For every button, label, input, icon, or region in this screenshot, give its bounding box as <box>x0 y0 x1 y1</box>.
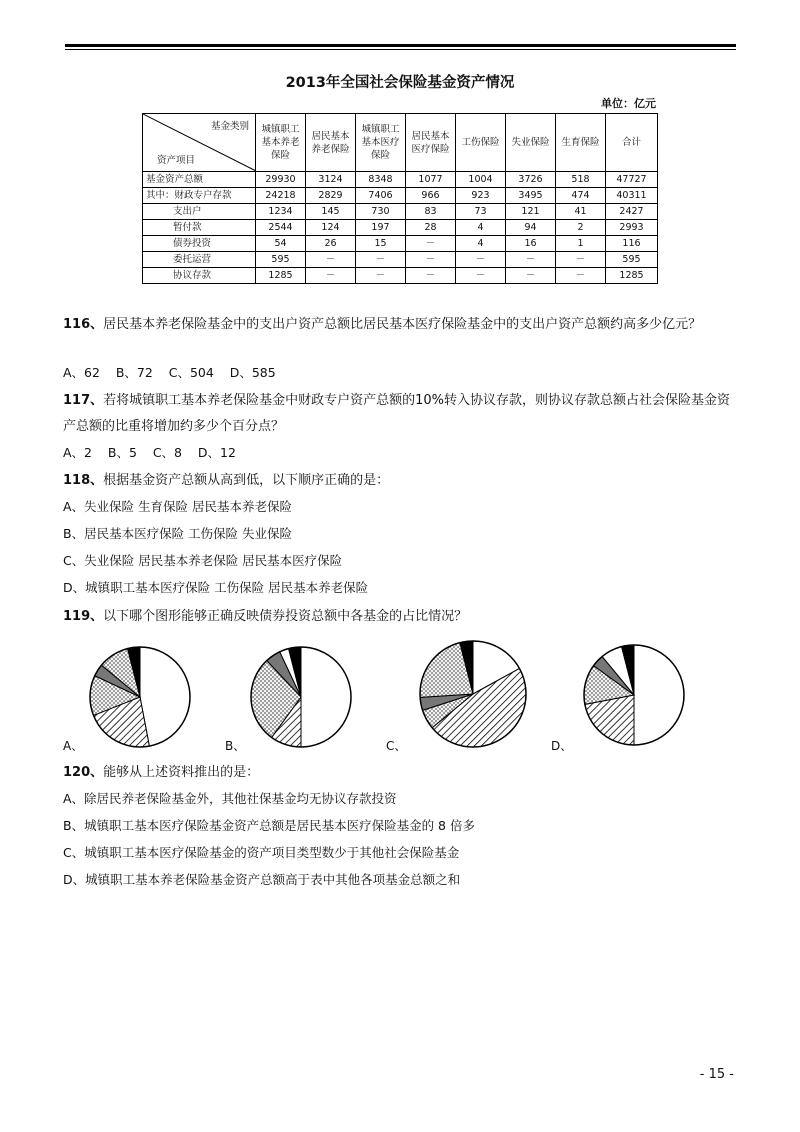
table-row <box>143 172 658 188</box>
page-number: - 15 - <box>699 1067 734 1082</box>
column-header: 居民基本医疗保险 <box>406 114 456 172</box>
table-cell: 7406 <box>356 188 406 204</box>
question-120-option-c: C、城镇职工基本医疗保险基金的资产项目类型数少于其他社会保险基金 <box>63 845 460 860</box>
table-cell: 3726 <box>506 172 556 188</box>
table-cell: 2993 <box>606 220 658 236</box>
question-number: 117、 <box>63 393 104 408</box>
table-row <box>143 220 658 236</box>
question-number: 119、 <box>63 609 104 624</box>
table-cell: － <box>306 268 356 284</box>
question-119 <box>63 604 743 630</box>
table-cell: 1077 <box>406 172 456 188</box>
row-label: 支出户 <box>143 204 256 220</box>
table-cell: 1 <box>556 236 606 252</box>
table-cell: 4 <box>456 236 506 252</box>
question-120 <box>63 760 743 786</box>
question-number: 116、 <box>63 317 104 332</box>
question-118-option-b: B、居民基本医疗保险 工伤保险 失业保险 <box>63 526 293 541</box>
table-cell: 145 <box>306 204 356 220</box>
question-116-options: A、62 B、72 C、504 D、585 <box>63 365 276 380</box>
table-cell: 41 <box>556 204 606 220</box>
question-120-option-a: A、除居民养老保险基金外，其他社保基金均无协议存款投资 <box>63 791 397 806</box>
question-116 <box>63 312 743 338</box>
table-cell: 29930 <box>256 172 306 188</box>
table-cell: 15 <box>356 236 406 252</box>
table-cell: 474 <box>556 188 606 204</box>
table-cell: － <box>506 252 556 268</box>
table-cell: 2427 <box>606 204 658 220</box>
question-118 <box>63 468 743 494</box>
table-cell: 4 <box>456 220 506 236</box>
row-label: 委托运营 <box>143 252 256 268</box>
table-row <box>143 188 658 204</box>
table-cell: － <box>406 236 456 252</box>
table-cell: 2544 <box>256 220 306 236</box>
table-cell: 28 <box>406 220 456 236</box>
column-header: 工伤保险 <box>456 114 506 172</box>
table-cell: 595 <box>606 252 658 268</box>
question-number: 118、 <box>63 473 104 488</box>
table-cell: － <box>356 268 406 284</box>
table-cell: 121 <box>506 204 556 220</box>
table-cell: 116 <box>606 236 658 252</box>
pie-label-c: C、 <box>386 739 407 753</box>
pie-label-b: B、 <box>225 739 246 753</box>
table-cell: 8348 <box>356 172 406 188</box>
row-label: 协议存款 <box>143 268 256 284</box>
unit-label: 单位：亿元 <box>601 97 656 110</box>
table-cell: － <box>306 252 356 268</box>
table-header-row <box>143 114 658 172</box>
table-cell: 923 <box>456 188 506 204</box>
table-cell: 1285 <box>606 268 658 284</box>
column-header: 合计 <box>606 114 658 172</box>
pie-label-d: D、 <box>551 739 573 753</box>
question-117 <box>63 388 743 440</box>
table-cell: 730 <box>356 204 406 220</box>
question-117-options: A、2 B、5 C、8 D、12 <box>63 445 236 460</box>
question-text: 根据基金资产总额从高到低，以下顺序正确的是： <box>103 473 390 488</box>
question-118-option-d: D、城镇职工基本医疗保险 工伤保险 居民基本养老保险 <box>63 580 369 595</box>
pie-chart-d[interactable] <box>582 643 686 747</box>
table-cell: 2 <box>556 220 606 236</box>
column-header: 失业保险 <box>506 114 556 172</box>
pie-b-slice-1 <box>301 647 351 747</box>
row-label: 基金资产总额 <box>143 172 256 188</box>
table-cell: 2829 <box>306 188 356 204</box>
table-cell: 16 <box>506 236 556 252</box>
question-text: 能够从上述资料推出的是： <box>103 765 260 780</box>
table-cell: 124 <box>306 220 356 236</box>
table-cell: － <box>406 268 456 284</box>
table-cell: － <box>556 252 606 268</box>
table-cell: 1004 <box>456 172 506 188</box>
question-text: 若将城镇职工基本养老保险基金中财政专户资产总额的10%转入协议存款，则协议存款总额占社会保险基金资产总额的比重将增加约多少个百分点？ <box>63 393 731 434</box>
table-row <box>143 252 658 268</box>
table-cell: 83 <box>406 204 456 220</box>
question-118-option-a: A、失业保险 生育保险 居民基本养老保险 <box>63 499 292 514</box>
pie-chart-b[interactable] <box>249 645 353 749</box>
table-cell: 73 <box>456 204 506 220</box>
table-cell: 595 <box>256 252 306 268</box>
row-label: 债券投资 <box>143 236 256 252</box>
table-cell: 94 <box>506 220 556 236</box>
table-cell: 3495 <box>506 188 556 204</box>
pie-label-a: A、 <box>63 739 84 753</box>
table-cell: 518 <box>556 172 606 188</box>
column-header: 生育保险 <box>556 114 606 172</box>
table-cell: － <box>556 268 606 284</box>
table-cell: － <box>456 268 506 284</box>
header-bottom-label: 资产项目 <box>157 155 196 166</box>
header-top-label: 基金类别 <box>210 121 249 132</box>
table-cell: － <box>456 252 506 268</box>
question-118-option-c: C、失业保险 居民基本养老保险 居民基本医疗保险 <box>63 553 343 568</box>
table-cell: 966 <box>406 188 456 204</box>
question-number: 120、 <box>63 765 104 780</box>
table-cell: 54 <box>256 236 306 252</box>
table-cell: － <box>506 268 556 284</box>
table-cell: 47727 <box>606 172 658 188</box>
question-text: 以下哪个图形能够正确反映债券投资总额中各基金的占比情况？ <box>103 609 468 624</box>
pie-chart-c[interactable] <box>418 639 528 749</box>
row-label: 暂付款 <box>143 220 256 236</box>
table-cell: 40311 <box>606 188 658 204</box>
table-cell: － <box>356 252 406 268</box>
column-header: 城镇职工基本养老保险 <box>256 114 306 172</box>
table-cell: 197 <box>356 220 406 236</box>
table-cell: 3124 <box>306 172 356 188</box>
table-cell: 24218 <box>256 188 306 204</box>
question-text: 居民基本养老保险基金中的支出户资产总额比居民基本医疗保险基金中的支出户资产总额约高多少亿元？ <box>103 317 702 332</box>
pie-a-slice-1 <box>140 647 190 746</box>
table-row <box>143 236 658 252</box>
table-row <box>143 204 658 220</box>
column-header: 城镇职工基本医疗保险 <box>356 114 406 172</box>
row-label: 其中：财政专户存款 <box>143 188 256 204</box>
header-rule-thin <box>65 49 736 50</box>
pie-d-slice-1 <box>634 645 684 745</box>
header-rule-thick <box>65 44 736 47</box>
table-cell: 1285 <box>256 268 306 284</box>
pie-chart-a[interactable] <box>88 645 192 749</box>
table-cell: 1234 <box>256 204 306 220</box>
question-120-option-d: D、城镇职工基本养老保险基金资产总额高于表中其他各项基金总额之和 <box>63 872 461 887</box>
table-title: 2013年全国社会保险基金资产情况 <box>285 75 515 91</box>
corner-header-cell <box>143 114 256 172</box>
table-cell: － <box>406 252 456 268</box>
table-cell: 26 <box>306 236 356 252</box>
fund-assets-table <box>142 113 658 284</box>
column-header: 居民基本养老保险 <box>306 114 356 172</box>
table-row <box>143 268 658 284</box>
question-120-option-b: B、城镇职工基本医疗保险基金资产总额是居民基本医疗保险基金的 8 倍多 <box>63 818 475 833</box>
